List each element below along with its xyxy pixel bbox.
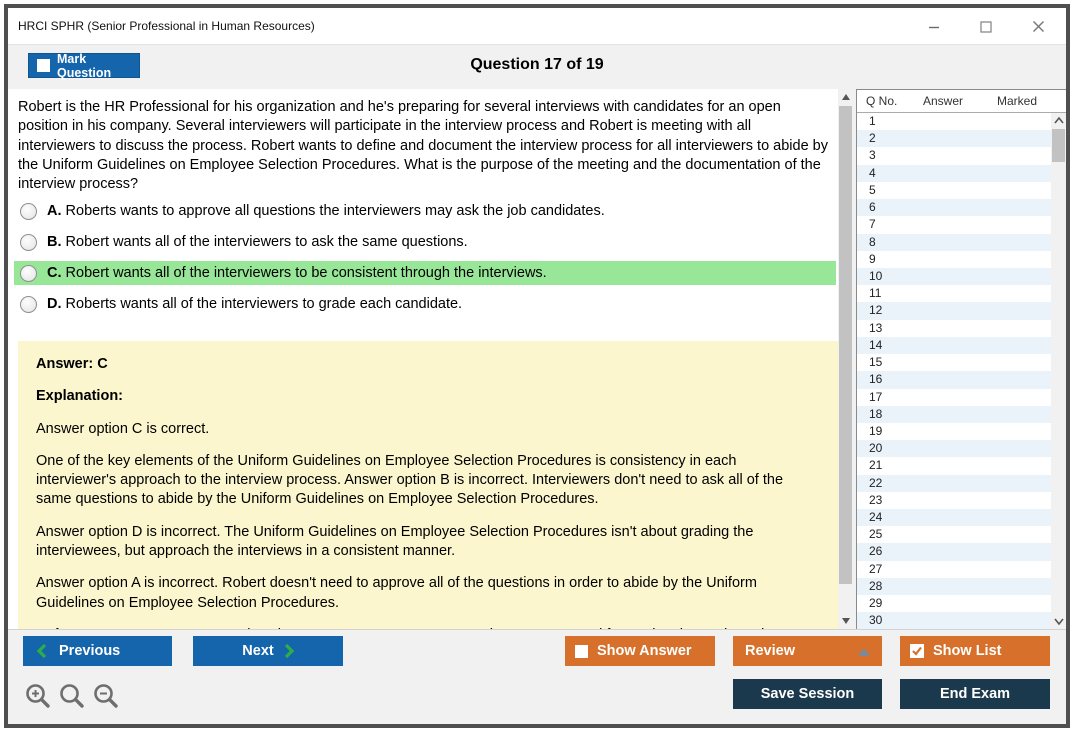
end-exam-label: End Exam <box>939 686 1011 702</box>
explanation-paragraphs <box>36 420 820 646</box>
radio-icon[interactable] <box>20 296 37 313</box>
question-list-row-27[interactable]: 27 <box>857 561 1051 578</box>
window-title: HRCI SPHR (Senior Professional in Human Resources) <box>18 19 315 33</box>
maximize-icon[interactable] <box>976 17 996 37</box>
column-answer: Answer <box>923 94 964 108</box>
question-list-row-3[interactable]: 3 <box>857 147 1051 164</box>
radio-icon[interactable] <box>20 234 37 251</box>
question-list-row-20[interactable]: 20 <box>857 440 1051 457</box>
question-list-row-7[interactable]: 7 <box>857 216 1051 233</box>
question-list-row-2[interactable]: 2 <box>857 130 1051 147</box>
show-answer-button[interactable] <box>565 636 715 666</box>
window-controls <box>924 8 1048 45</box>
explanation-box <box>18 341 838 629</box>
question-list-row-19[interactable]: 19 <box>857 423 1051 440</box>
question-list-row-29[interactable]: 29 <box>857 595 1051 612</box>
question-list-row-1[interactable]: 1 <box>857 113 1051 130</box>
mark-question-label: Mark Question <box>57 51 112 80</box>
answer-label: Answer: C <box>36 356 108 372</box>
question-list-row-13[interactable]: 13 <box>857 320 1051 337</box>
question-list-scrollbar[interactable] <box>1051 113 1066 629</box>
explanation-paragraph: Answer option D is incorrect. The Uniform Guidelines on Employee Selection Procedures isn't about grading the interviewees, but approach the interviews in a consistent manner. <box>36 523 754 560</box>
question-scrollbar[interactable] <box>838 89 853 629</box>
question-list-row-8[interactable]: 8 <box>857 234 1051 251</box>
zoom-out-icon[interactable] <box>92 682 120 710</box>
checked-checkbox-icon[interactable] <box>910 644 924 658</box>
show-list-button[interactable] <box>900 636 1050 666</box>
radio-icon[interactable] <box>20 265 37 282</box>
explanation-paragraph: Answer option A is incorrect. Robert doesn't need to approve all of the questions in order to abide by the Uniform Guidelines on Employee Selection Procedures. <box>36 575 757 611</box>
chevron-right-icon <box>284 643 294 659</box>
previous-button[interactable] <box>23 636 172 666</box>
column-qno: Q No. <box>866 94 898 108</box>
option-text: B. Robert wants all of the interviewers to ask the same questions. <box>47 234 468 250</box>
question-list <box>857 113 1051 629</box>
title-bar <box>8 8 1066 45</box>
question-list-row-15[interactable]: 15 <box>857 354 1051 371</box>
scroll-down-icon[interactable] <box>1051 614 1066 629</box>
answer-option-c[interactable] <box>14 261 836 285</box>
question-list-row-4[interactable]: 4 <box>857 165 1051 182</box>
question-list-row-21[interactable]: 21 <box>857 457 1051 474</box>
chevron-left-icon <box>37 643 47 659</box>
zoom-tools <box>24 682 120 710</box>
answer-options <box>8 199 838 323</box>
radio-icon[interactable] <box>20 203 37 220</box>
question-header <box>8 45 1066 89</box>
option-text: A. Roberts wants to approve all questions the interviewers may ask the job candidates. <box>47 203 605 219</box>
column-marked: Marked <box>997 94 1038 108</box>
question-list-row-24[interactable]: 24 <box>857 509 1051 526</box>
question-list-row-22[interactable]: 22 <box>857 475 1051 492</box>
scrollbar-thumb[interactable] <box>1052 129 1065 162</box>
question-list-row-16[interactable]: 16 <box>857 371 1051 388</box>
question-list-row-17[interactable]: 17 <box>857 389 1051 406</box>
checkbox-icon[interactable] <box>575 645 588 658</box>
question-counter: Question 17 of 19 <box>470 56 604 73</box>
scroll-down-icon[interactable] <box>838 613 853 629</box>
review-button[interactable] <box>733 636 882 666</box>
question-list-header <box>857 90 1066 113</box>
question-list-row-5[interactable]: 5 <box>857 182 1051 199</box>
next-label: Next <box>242 643 274 659</box>
question-list-row-11[interactable]: 11 <box>857 285 1051 302</box>
save-session-label: Save Session <box>760 686 855 702</box>
question-list-row-30[interactable]: 30 <box>857 612 1051 629</box>
question-list-panel <box>856 89 1066 629</box>
minimize-icon[interactable] <box>924 17 944 37</box>
end-exam-button[interactable] <box>900 679 1050 709</box>
save-session-button[interactable] <box>733 679 882 709</box>
answer-option-d[interactable] <box>14 292 836 316</box>
next-button[interactable] <box>193 636 343 666</box>
question-list-row-14[interactable]: 14 <box>857 337 1051 354</box>
zoom-in-icon[interactable] <box>24 682 52 710</box>
scroll-up-icon[interactable] <box>1051 113 1066 128</box>
scrollbar-thumb[interactable] <box>839 106 852 584</box>
option-text: D. Roberts wants all of the interviewers to grade each candidate. <box>47 296 463 312</box>
show-answer-label: Show Answer <box>597 643 692 659</box>
question-list-row-25[interactable]: 25 <box>857 526 1051 543</box>
option-text: C. Robert wants all of the interviewers to be consistent through the interviews. <box>47 265 547 281</box>
question-list-row-6[interactable]: 6 <box>857 199 1051 216</box>
question-list-row-23[interactable]: 23 <box>857 492 1051 509</box>
explanation-paragraph: One of the key elements of the Uniform Guidelines on Employee Selection Procedures is consistency in each interviewer's approach to the interview process. Answer option B is incorrect. Interviewers don't need to ask all of the same questions to abide by the Uniform Guidelines on Employee Selection Procedures. <box>36 452 784 508</box>
question-panel <box>8 89 838 629</box>
scroll-up-icon[interactable] <box>838 89 853 105</box>
footer-toolbar <box>8 629 1066 724</box>
question-list-row-9[interactable]: 9 <box>857 251 1051 268</box>
app-window <box>4 4 1070 728</box>
question-text: Robert is the HR Professional for his organization and he's preparing for several interviews with candidates for an open position in his company. Several interviewers will participate in the interview process and Robert is meeting with all interviewers to discuss the process. Robert wants to define and document the interview process for all interviewers to abide by the Uniform Guidelines on Employee Selection Procedures. What is the purpose of the meeting and the documentation of the interview process? <box>18 99 828 193</box>
question-list-row-12[interactable]: 12 <box>857 302 1051 319</box>
question-list-row-18[interactable]: 18 <box>857 406 1051 423</box>
question-list-row-28[interactable]: 28 <box>857 578 1051 595</box>
close-icon[interactable] <box>1028 17 1048 37</box>
zoom-icon[interactable] <box>58 682 86 710</box>
show-list-label: Show List <box>933 643 1002 659</box>
explanation-heading: Explanation: <box>36 388 124 405</box>
chevron-up-icon <box>858 648 870 656</box>
previous-label: Previous <box>59 643 121 659</box>
explanation-paragraph: Answer option C is correct. <box>36 420 210 437</box>
answer-option-a[interactable] <box>14 199 836 223</box>
main-area <box>8 89 1066 629</box>
question-list-row-26[interactable]: 26 <box>857 543 1051 560</box>
question-list-row-10[interactable]: 10 <box>857 268 1051 285</box>
review-label: Review <box>745 643 795 659</box>
answer-option-b[interactable] <box>14 230 836 254</box>
